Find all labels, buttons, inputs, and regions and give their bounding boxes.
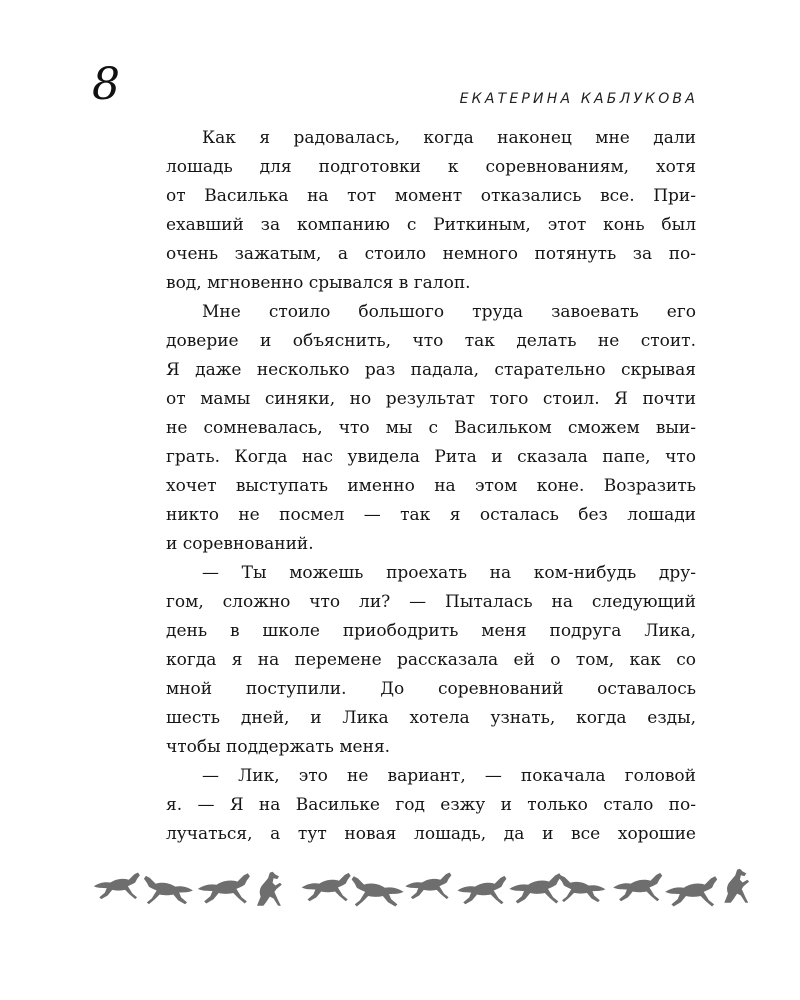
horse-silhouette-icon [724,869,749,903]
horse-silhouette-icon [198,873,250,903]
page-number: 8 [92,59,120,110]
galloping-horses-ornament [90,862,765,914]
horse-silhouette-icon [509,873,561,903]
text-line: доверие и объяснить, что так делать не стоит. [166,331,696,351]
text-line: день в школе приободрить меня подруга Лика, [166,621,696,641]
text-line: когда я на перемене рассказала ей о том, как со [166,650,696,670]
paragraph [166,762,696,849]
text-line: Как я радовалась, когда наконец мне дали [202,128,696,148]
text-line: лучаться, а тут новая лошадь, да и все хорошие [166,824,696,844]
text-line: от Василька на тот момент отказались все. При- [166,186,696,206]
text-line: мной поступили. До соревнований оставалось [166,679,696,699]
paragraph [166,124,696,298]
horse-silhouette-icon [405,872,451,899]
text-line: лошадь для подготовки к соревнованиям, хотя [166,157,696,177]
text-line: я. — Я на Васильке год езжу и только стало по- [166,795,696,815]
horse-silhouette-icon [457,876,506,904]
text-line: ехавший за компанию с Риткиным, этот конь был [166,215,696,235]
text-line: хочет выступать именно на этом коне. Возразить [166,476,696,496]
running-head-author: ЕКАТЕРИНА КАБЛУКОВА [459,91,698,107]
horses-frieze-icon [90,862,765,914]
paragraph [166,559,696,762]
text-line: грать. Когда нас увидела Рита и сказала папе, что [166,447,696,467]
text-line: — Ты можешь проехать на ком-нибудь дру- [202,563,696,583]
text-line: гом, сложно что ли? — Пыталась на следующий [166,592,696,612]
text-line: от мамы синяки, но результат того стоил. Я почти [166,389,696,409]
text-line: никто не посмел — так я осталась без лошади [166,505,696,525]
horse-silhouette-icon [352,876,404,906]
text-line: чтобы поддержать меня. [166,737,391,757]
text-line: — Лик, это не вариант, — покачала головой [202,766,696,786]
horse-silhouette-icon [613,873,662,901]
text-line: Я даже несколько раз падала, старательно скрывая [166,360,696,380]
text-line: и соревнований. [166,534,314,554]
horse-silhouette-icon [94,872,140,899]
paragraph [166,298,696,559]
text-line: Мне стоило большого труда завоевать его [202,302,696,322]
horse-silhouette-icon [144,876,193,904]
text-line: вод, мгновенно срывался в галоп. [166,273,471,293]
text-line: шесть дней, и Лика хотела узнать, когда езды, [166,708,696,728]
text-line: не сомневалась, что мы с Васильком сможем выи- [166,418,696,438]
horse-silhouette-icon [302,873,351,901]
horse-silhouette-icon [257,872,282,906]
horse-silhouette-icon [559,875,605,902]
horse-silhouette-icon [665,876,717,906]
body-text [166,124,696,849]
text-line: очень зажатым, а стоило немного потянуть за по- [166,244,696,264]
